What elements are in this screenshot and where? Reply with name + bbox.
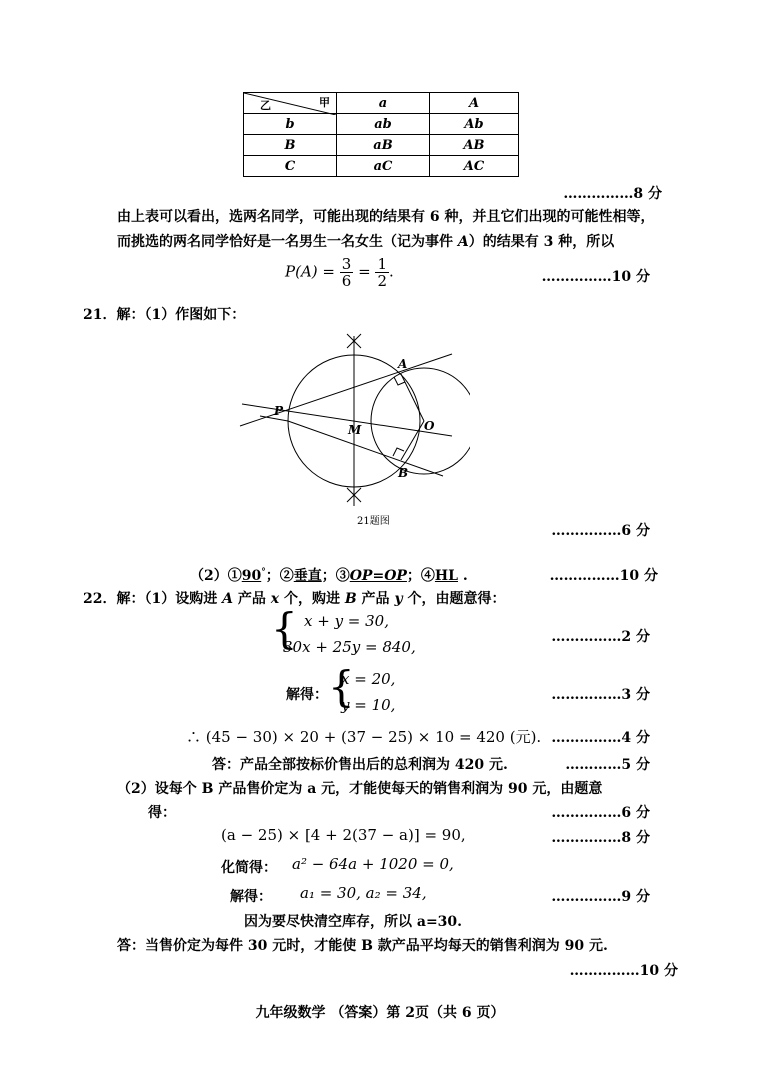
equation-line: x + y = 30, xyxy=(304,612,389,630)
equation-line: x = 20, xyxy=(341,670,396,688)
question-21-part2: （2）①90°；②垂直；③OP=OP；④HL . xyxy=(190,567,468,584)
profit-calculation: ∴ (45 − 30) × 20 + (37 − 25) × 10 = 420 (元). xyxy=(186,728,542,746)
table-cell: Ab xyxy=(430,114,519,135)
table-cell: aC xyxy=(337,156,430,177)
label-b: B xyxy=(398,466,409,480)
equation-line: (a − 25) × [4 + 2(37 − a)] = 90, xyxy=(221,826,466,844)
solve-label: 解得： xyxy=(230,889,272,905)
score-mark: ……………8 分 xyxy=(551,830,650,846)
question-21-header: 21．解：（1）作图如下： xyxy=(83,307,246,323)
table-cell: ab xyxy=(337,114,430,135)
score-mark: ……………10 分 xyxy=(569,963,678,979)
figure-caption: 21题图 xyxy=(357,516,390,527)
table-row xyxy=(244,135,519,156)
corner-top-label: 甲 xyxy=(319,96,330,109)
solve-label: 解得： xyxy=(286,687,328,703)
system-brace: { xyxy=(328,662,355,711)
score-mark: ……………4 分 xyxy=(551,730,650,746)
score-mark: ……………2 分 xyxy=(551,629,650,645)
equation-line: 30x + 25y = 840, xyxy=(283,638,416,656)
label-m: M xyxy=(348,423,362,437)
part2-line: 得： xyxy=(148,805,176,821)
score-mark: ……………6 分 xyxy=(551,523,650,539)
score-mark: ……………6 分 xyxy=(551,805,650,821)
label-p: P xyxy=(274,404,284,418)
table-cell: AC xyxy=(430,156,519,177)
table-cell: B xyxy=(244,135,337,156)
table-row xyxy=(244,156,519,177)
part2-line: （2）设每个 B 产品售价定为 a 元，才能使每天的销售利润为 90 元，由题意 xyxy=(117,781,603,797)
system-brace: { xyxy=(271,604,298,653)
score-mark: ……………3 分 xyxy=(551,687,650,703)
paragraph-line: 而挑选的两名同学恰好是一名男生一名女生（记为事件 A）的结果有 3 种，所以 xyxy=(117,234,615,250)
equation-line: a₁ = 30, a₂ = 34, xyxy=(300,884,427,902)
table-header-cell: a xyxy=(337,93,430,114)
table-cell: C xyxy=(244,156,337,177)
simplify-label: 化简得： xyxy=(221,860,277,876)
table-cell: aB xyxy=(337,135,430,156)
answer-line: 答：产品全部按标价售出后的总利润为 420 元. xyxy=(212,757,508,773)
outcome-table xyxy=(243,92,519,177)
table-cell: b xyxy=(244,114,337,135)
table-row xyxy=(244,114,519,135)
reason-line: 因为要尽快清空库存，所以 a=30. xyxy=(244,914,463,930)
equation-line: a² − 64a + 1020 = 0, xyxy=(292,855,454,873)
page-footer: 九年级数学 （答案）第 2页（共 6 页） xyxy=(255,1005,505,1021)
table-header-cell: A xyxy=(430,93,519,114)
paragraph-line: 由上表可以看出，选两名同学，可能出现的结果有 6 种，并且它们出现的可能性相等， xyxy=(117,209,655,225)
score-mark: ……………9 分 xyxy=(551,889,650,905)
geometry-figure xyxy=(230,330,470,510)
table-cell: AB xyxy=(430,135,519,156)
score-mark: ……………8 分 xyxy=(563,186,662,202)
corner-bottom-label: 乙 xyxy=(260,99,271,112)
probability-formula: P(A) = $\frac{3}{6}$ = $\frac{1}{2}$ . xyxy=(285,255,394,290)
label-o: O xyxy=(424,419,435,433)
question-22-header: 22．解：（1）设购进 A 产品 x 个，购进 B 产品 y 个，由题意得： xyxy=(83,591,506,607)
score-mark: …………5 分 xyxy=(565,757,650,773)
score-mark: ……………10 分 xyxy=(549,568,658,584)
final-answer: 答：当售价定为每件 30 元时，才能使 B 款产品平均每天的销售利润为 90 元. xyxy=(117,938,608,954)
label-a: A xyxy=(398,357,408,371)
score-mark: ……………10 分 xyxy=(541,269,650,285)
equation-line: y = 10, xyxy=(341,696,396,714)
table-corner-cell xyxy=(244,93,337,114)
